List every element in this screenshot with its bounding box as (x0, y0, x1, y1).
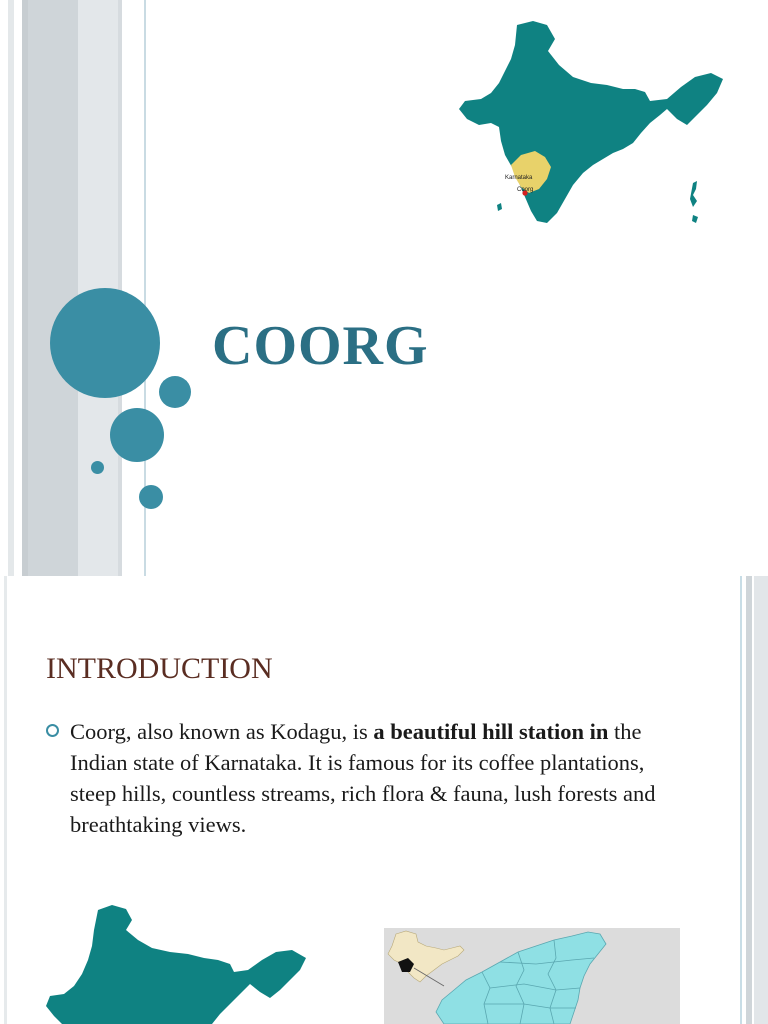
decor-stripe (746, 576, 752, 1024)
karnataka-district-map (384, 928, 680, 1024)
bullet-circle-icon (46, 724, 59, 737)
decor-stripe (118, 0, 122, 576)
island-shape (692, 215, 698, 223)
india-map-karnataka (455, 15, 730, 230)
island-shape (497, 203, 502, 211)
map-label-karnataka: Karnataka (505, 175, 533, 181)
decor-stripe (28, 0, 78, 576)
decor-circle-small (139, 485, 163, 509)
bullet-text-part1: Coorg, also known as Kodagu, is (70, 719, 374, 744)
bullet-text (70, 716, 666, 840)
decor-circle-small (159, 376, 191, 408)
india-country-shape (46, 905, 306, 1024)
bullet-item (46, 716, 666, 840)
india-country-shape (459, 21, 723, 223)
decor-stripe (8, 0, 14, 576)
decor-circle-tiny (91, 461, 104, 474)
decor-stripe (4, 576, 7, 1024)
india-map-bottom (40, 902, 312, 1024)
map-label-coorg: Coorg (517, 187, 534, 193)
decor-circle-large (50, 288, 160, 398)
introduction-slide (0, 576, 768, 1024)
decor-stripe (740, 576, 742, 1024)
inset-india-shape (388, 931, 464, 982)
section-heading: INTRODUCTION (46, 652, 273, 685)
slide-title: COORG (212, 315, 429, 377)
island-shape (690, 181, 697, 207)
bullet-text-bold: a beautiful hill station in (373, 719, 609, 744)
decor-circle-medium (110, 408, 164, 462)
decor-stripe (754, 576, 768, 1024)
district-region-shape (436, 932, 606, 1024)
bullet-text-part2: the Indian state of Karnataka. It is famous for its coffee plantations, steep hills, countless streams, rich flora & fauna, lush forests and breathtaking views. (70, 719, 656, 837)
